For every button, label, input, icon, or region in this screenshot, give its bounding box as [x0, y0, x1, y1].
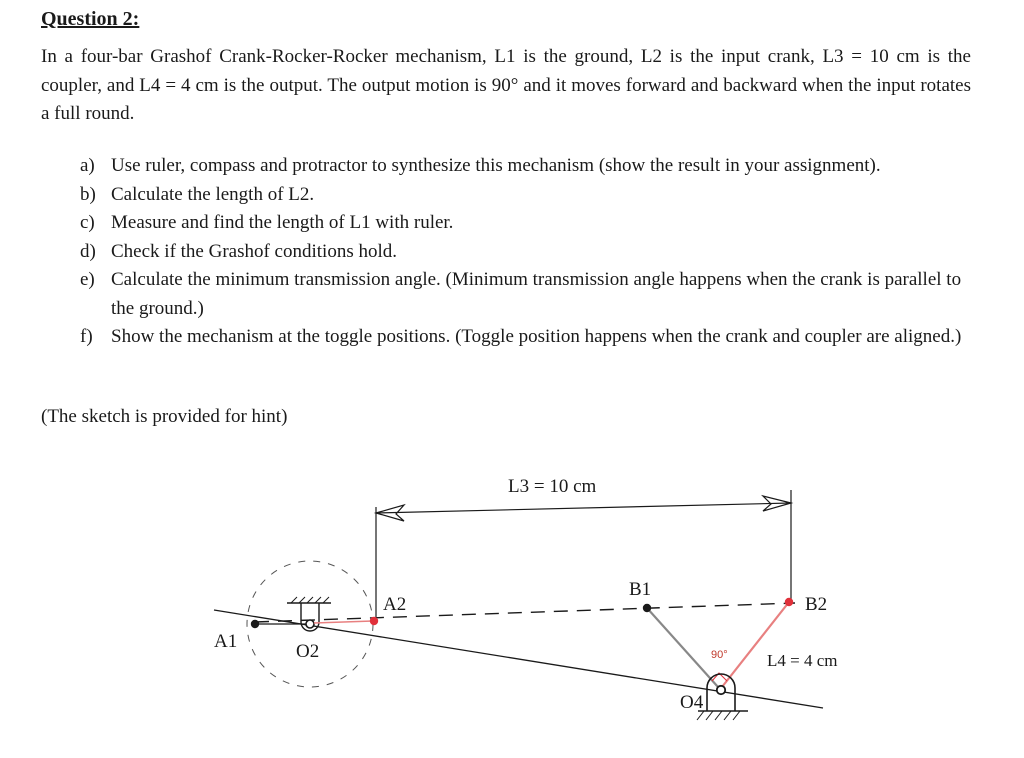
part-text: Measure and find the length of L1 with ruler. [111, 212, 454, 233]
dashed-line [255, 603, 795, 622]
o4-label: O4 [680, 692, 704, 713]
a1-label: A1 [214, 631, 238, 652]
ground-support-o4-icon [697, 674, 748, 720]
a2-label: A2 [383, 594, 407, 615]
b2-label: B2 [805, 594, 828, 615]
rocker-link-b2 [722, 602, 789, 687]
part-text: Show the mechanism at the toggle positions. (Toggle position happens when the crank and coupler are aligned.) [111, 326, 962, 347]
l3-dimension-line [376, 503, 791, 513]
part-letter: d) [80, 240, 96, 262]
question-intro: In a four-bar Grashof Crank-Rocker-Rocker mechanism, L1 is the ground, L2 is the input crank, L3 = 10 cm is the coupler, and L4 = 4 cm is the output. The output motion is 90° and it moves forward and backward when the input rotates a full round. [41, 46, 971, 124]
rocker-link-b1 [647, 608, 718, 687]
part-text: Calculate the length of L2. [111, 183, 315, 205]
part-letter: b) [80, 183, 96, 205]
part-letter: a) [80, 155, 95, 176]
pivot-o4 [717, 686, 725, 694]
part-letter: f) [80, 326, 93, 347]
part-text: Check if the Grashof conditions hold. [111, 240, 398, 262]
joint-a1 [251, 620, 259, 628]
part-letter: c) [80, 212, 95, 233]
b1-label: B1 [629, 579, 652, 600]
l3-label: L3 = 10 cm [508, 476, 597, 497]
joint-b1 [643, 604, 651, 612]
question-title: Question 2: [41, 8, 140, 30]
o2-label: O2 [296, 641, 320, 662]
angle-label: 90° [711, 649, 728, 661]
part-text: Use ruler, compass and protractor to synthesize this mechanism (show the result in your assignment). [111, 155, 881, 176]
pivot-o2 [306, 620, 314, 628]
joint-a2 [370, 617, 378, 625]
sketch-hint: (The sketch is provided for hint) [41, 406, 288, 427]
l4-label: L4 = 4 cm [767, 651, 838, 670]
part-text: Calculate the minimum transmission angle. (Minimum transmission angle happens when the crank is parallel to the ground.) [111, 269, 962, 319]
crank-link-a2 [314, 621, 373, 623]
part-letter: e) [80, 269, 95, 290]
joint-b2 [785, 598, 793, 606]
